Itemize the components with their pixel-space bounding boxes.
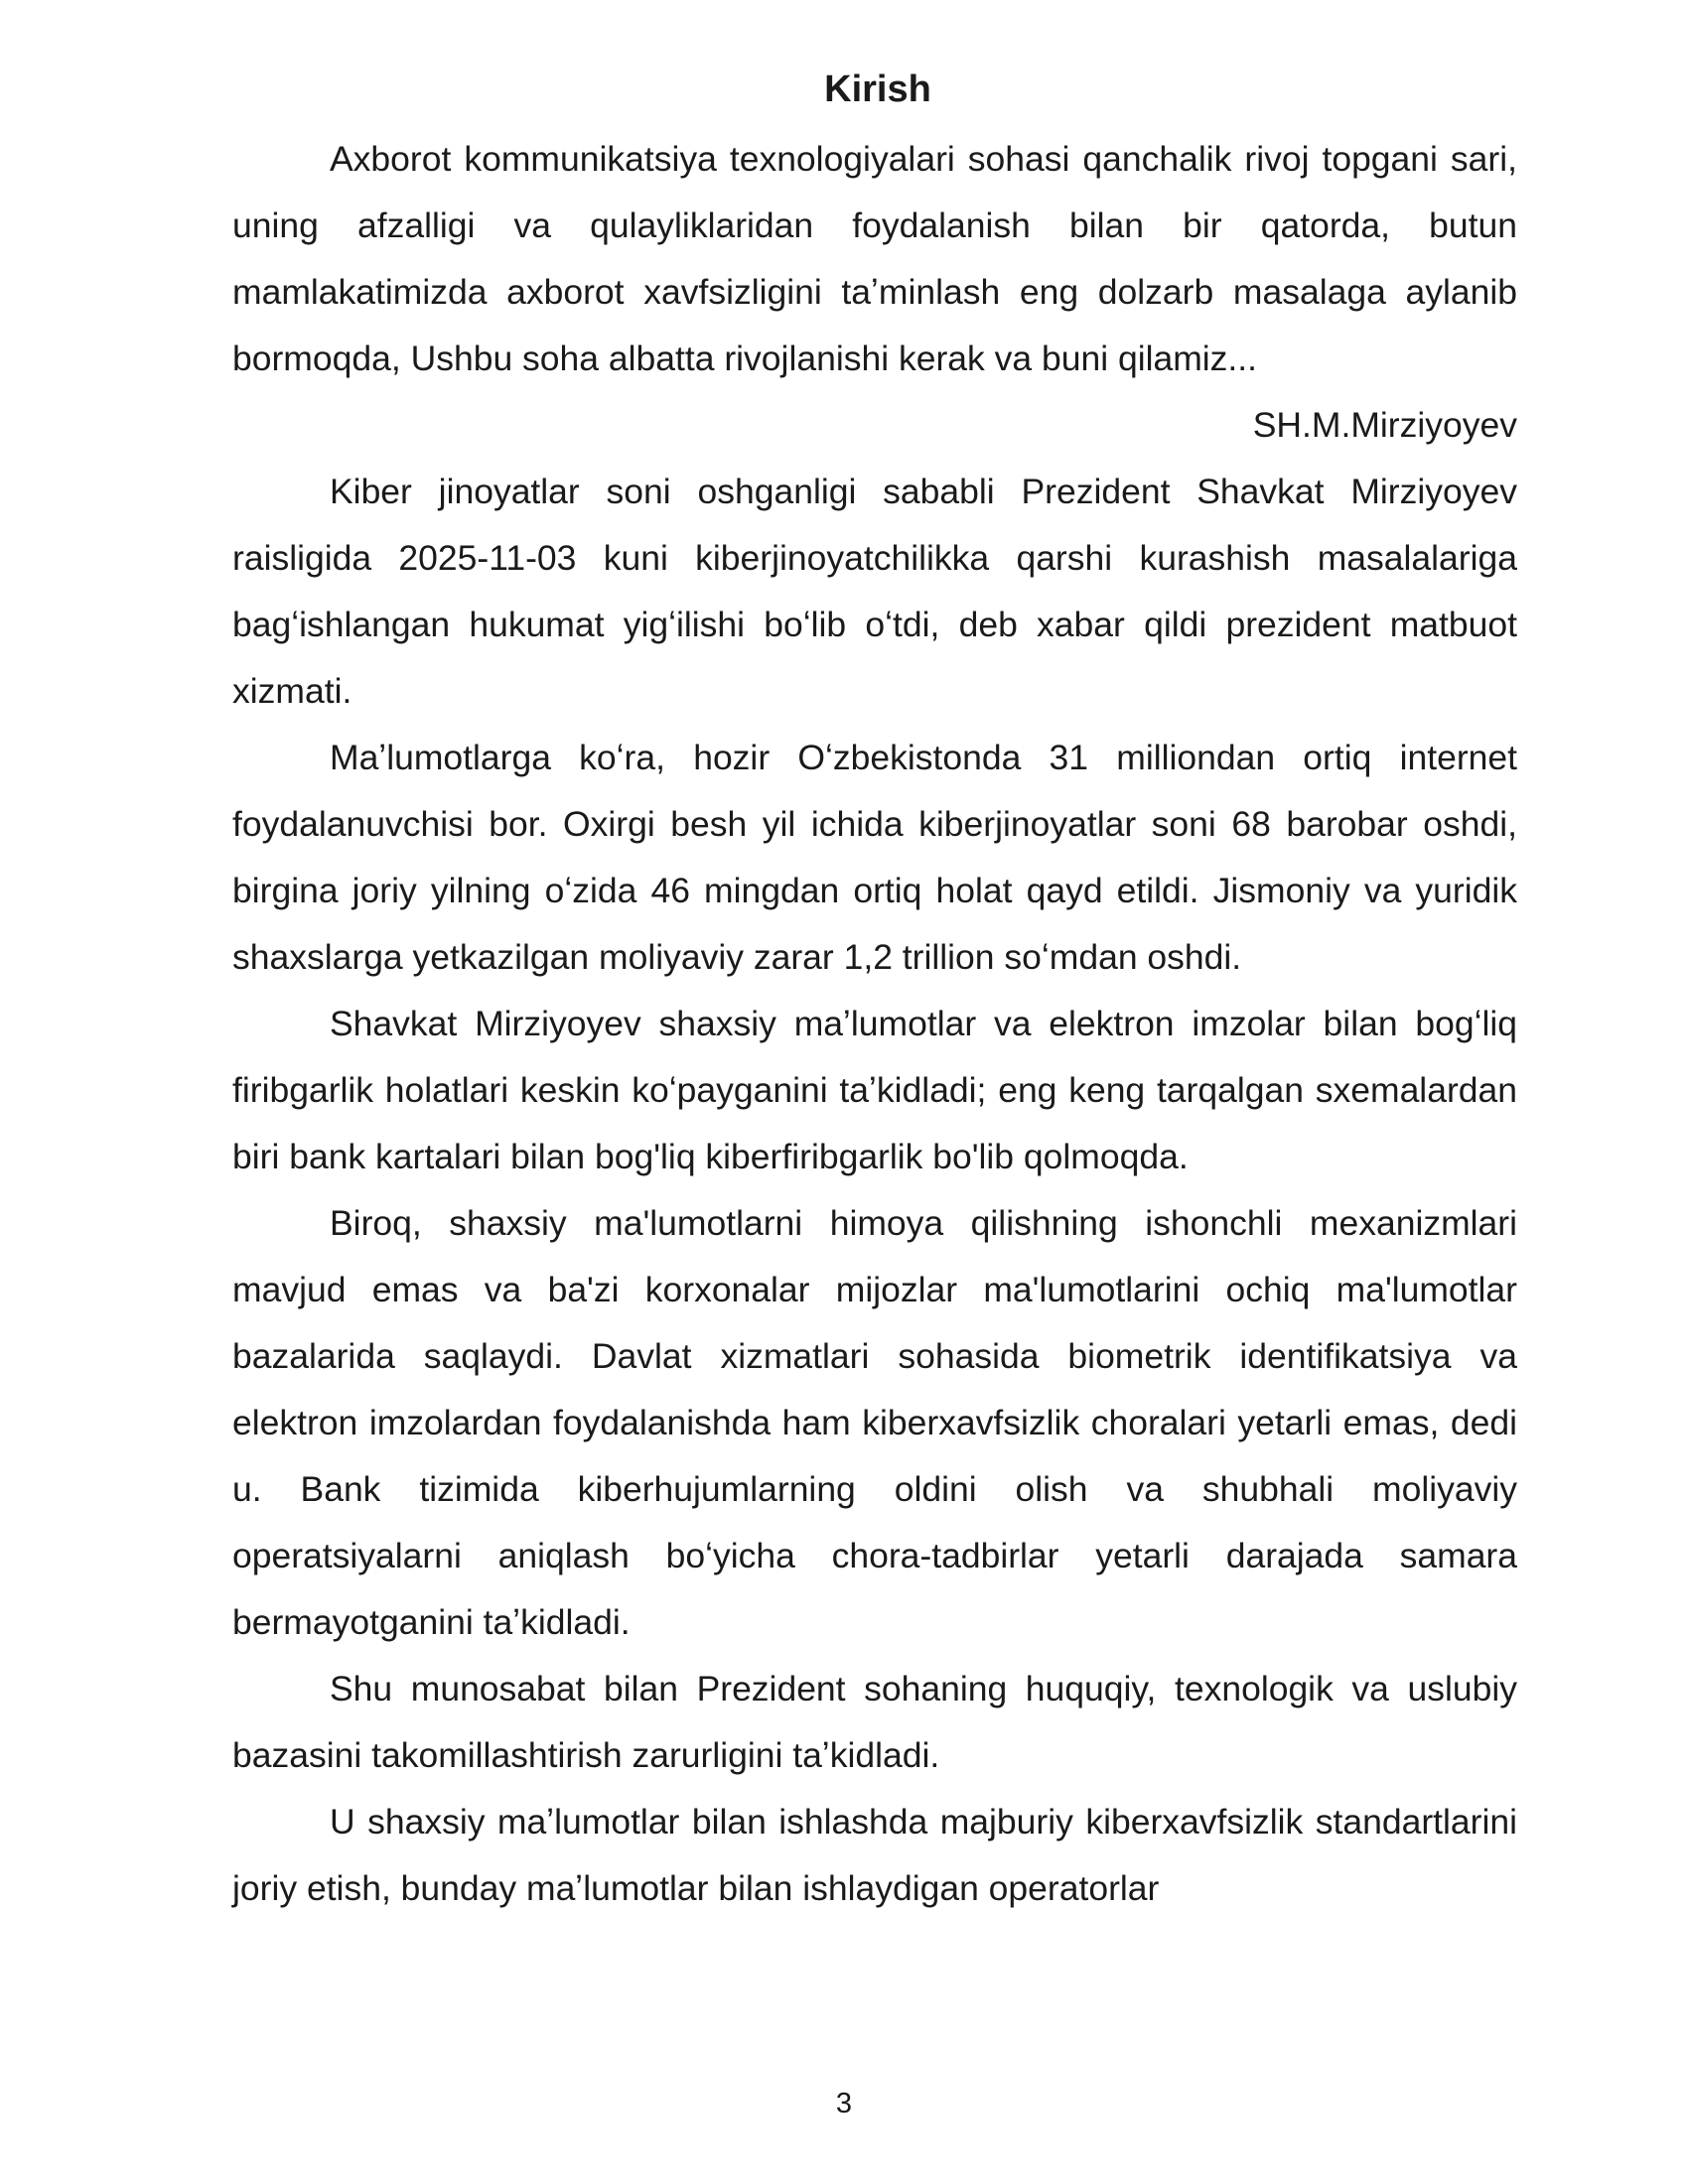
body-paragraph-5: Shu munosabat bilan Prezident sohaning huquqiy, texnologik va uslubiy bazasini takomillashtirish zarurligini taʼkidladi. — [232, 1669, 1517, 1775]
page-title: Kirish — [824, 68, 931, 110]
page-content — [232, 60, 1517, 1922]
epigraph-paragraph: Axborot kommunikatsiya texnologiyalari sohasi qanchalik rivoj topgani sari, uning afzalligi va qulayliklaridan foydalanish bilan bir qatorda, butun mamlakatimizda axborot xavfsizligini taʼminlash eng dolzarb masalaga aylanib bormoqda, Ushbu soha albatta rivojlanishi kerak va buni qilamiz... — [232, 139, 1517, 378]
body-paragraph-3: Shavkat Mirziyoyev shaxsiy maʼlumotlar va elektron imzolar bilan bogʻliq firibgarlik holatlari keskin koʻpayganini taʼkidladi; eng keng tarqalgan sxemalardan biri bank kartalari bilan bog'liq kiberfiribgarlik bo'lib qolmoqda. — [232, 1004, 1517, 1176]
body-paragraph-4: Biroq, shaxsiy ma'lumotlarni himoya qilishning ishonchli mexanizmlari mavjud emas va ba'zi korxonalar mijozlar ma'lumotlarini ochiq ma'lumotlar bazalarida saqlaydi. Davlat xizmatlari sohasida biometrik identifikatsiya va elektron imzolardan foydalanishda ham kiberxavfsizlik choralari yetarli emas, dedi u. Bank tizimida kiberhujumlarning oldini olish va shubhali moliyaviy operatsiyalarni aniqlash boʻyicha chora-tadbirlar yetarli darajada samara bermayotganini taʼkidladi. — [232, 1203, 1517, 1642]
epigraph-signature: SH.M.Mirziyoyev — [1252, 405, 1517, 445]
page-number: 3 — [835, 2088, 853, 2119]
body-paragraph-6: U shaxsiy maʼlumotlar bilan ishlashda majburiy kiberxavfsizlik standartlarini joriy etish, bunday maʼlumotlar bilan ishlaydigan operatorlar — [232, 1802, 1517, 1908]
body-paragraph-1: Kiber jinoyatlar soni oshganligi sababli Prezident Shavkat Mirziyoyev raisligida 2025-11-03 kuni kiberjinoyatchilikka qarshi kurashish masalalariga bagʻishlangan hukumat yigʻilishi boʻlib oʻtdi, deb xabar qildi prezident matbuot xizmati. — [232, 472, 1517, 711]
body-paragraph-2: Maʼlumotlarga koʻra, hozir Oʻzbekistonda 31 milliondan ortiq internet foydalanuvchisi bor. Oxirgi besh yil ichida kiberjinoyatlar soni 68 barobar oshdi, birgina joriy yilning oʻzida 46 mingdan ortiq holat qayd etildi. Jismoniy va yuridik shaxslarga yetkazilgan moliyaviy zarar 1,2 trillion soʻmdan oshdi. — [232, 738, 1517, 977]
